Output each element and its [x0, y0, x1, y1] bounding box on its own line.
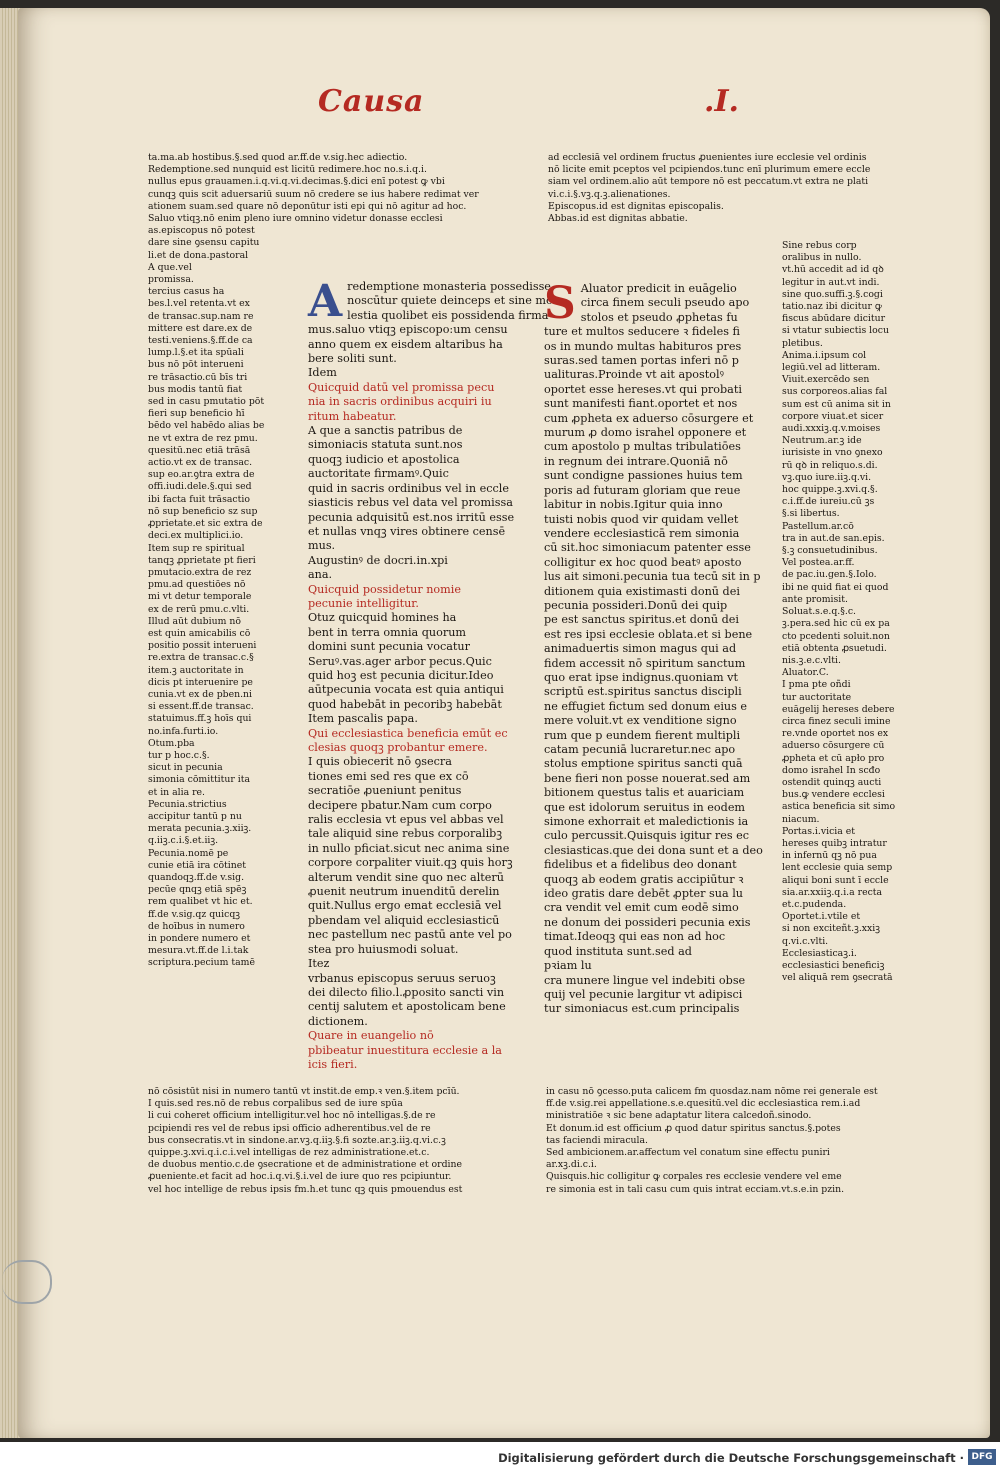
text-line: vendere ecclesiasticā rem simonia: [544, 526, 740, 540]
rubric-line: Quare in euangelio nō: [308, 1029, 434, 1043]
gloss-line: si essent.ff.de transac.: [148, 701, 254, 713]
text-line: quod instituta sunt.sed ad: [544, 944, 692, 958]
gloss-line: ne vt extra de rez pmu.: [148, 432, 258, 444]
text-line: dictionem.: [308, 1014, 368, 1028]
gloss-line: nō sup beneficio sz sup: [148, 505, 258, 517]
gloss-line: hoc quippe.ꝫ.xvi.q.§.: [782, 484, 878, 496]
gloss-line: nō cōsistūt nisi in numero tantū vt instit.de emp.ꝛ ven.§.item pcīū.: [148, 1086, 460, 1097]
gloss-line: fieri sup beneficio hī: [148, 408, 245, 420]
text-line: I quis obiecerit nō ꝯsecra: [308, 755, 452, 769]
gloss-line: Anima.i.ipsum col: [782, 349, 867, 361]
gloss-line: ad ecclesiā vel ordinem fructus ꝓuenientes iure ecclesie vel ordinis: [548, 152, 867, 163]
text-line: simoniacis statuta sunt.nos: [308, 438, 463, 452]
text-line: bitionem questus talis et auariciam: [544, 786, 745, 800]
gloss-line: lump.l.§.et ita spūali: [148, 347, 244, 359]
text-line: nec pastellum nec pastū ante vel po: [308, 928, 512, 942]
gloss-line: corpore viuat.et sicer: [782, 410, 884, 422]
gloss-line: niacum.: [782, 813, 820, 825]
gloss-line: siam vel ordinem.alio aūt tempore nō est peccatum.vt extra ne plati: [548, 176, 869, 188]
gloss-line: de hoībus in numero: [148, 920, 245, 932]
gloss-line: domo israhel In scđo: [782, 764, 881, 776]
text-line: tale aliquid sine rebus corporalibꝫ: [308, 827, 503, 841]
rubric-line: pbibeatur inuestitura ecclesie a la: [308, 1043, 502, 1057]
text-line: ralis ecclesia vt epus vel abbas vel: [308, 813, 504, 827]
gloss-line: ex de rerū pmu.c.vlti.: [148, 603, 250, 615]
gloss-line: offi.iudi.dele.§.qui sed: [148, 481, 252, 493]
gloss-line: iurisiste in vno ꝯnexo: [782, 447, 883, 459]
text-line: in regnum dei intrare.Quoniā nō: [544, 454, 728, 468]
gloss-line: sus corporeos.alias fal: [782, 386, 888, 398]
text-line: simone exhorrait et maledictionis ia: [544, 815, 749, 829]
text-line: clesiasticas.que dei dona sunt et a deo: [544, 843, 763, 857]
text-line: quid hoꝫ est pecunia dicitur.Ideo: [308, 668, 494, 682]
rubric-4: [308, 1029, 524, 1072]
text-line: redemptione monasteria possedisse: [347, 280, 551, 293]
gloss-line: ostendit quinqꝫ aucti: [782, 776, 882, 788]
rubric-line: Qui ecclesiastica beneficia emūt ec: [308, 726, 508, 740]
gloss-line: astica beneficia sit simo: [782, 801, 896, 813]
text-line: lus ait simoni.pecunia tua tecū sit in p: [544, 570, 761, 584]
text-line: stea pro huiusmodi soluat.: [308, 942, 459, 956]
gloss-line: etiā obtenta ꝓsuetudi.: [782, 642, 887, 654]
gloss-line: Illud aūt dubium nō: [148, 615, 241, 627]
initial-letter-s: S: [544, 278, 576, 329]
text-line: lestia quolibet eis possidenda firma: [347, 308, 549, 322]
text-line: stolus emptione spiritus sancti quā: [544, 757, 743, 771]
left-text-para-4: [308, 755, 524, 1029]
gloss-line: de transac.sup.nam re: [148, 310, 254, 322]
gloss-line: ta.ma.ab hostibus.§.sed quod ar.ff.de v.sig.hec adiectio.: [148, 152, 408, 163]
text-line: ideo gratis dare debēt ꝓpter sua lu: [544, 887, 743, 901]
text-line: tur simoniacus est.cum principalis: [544, 1002, 740, 1016]
text-line: cra munere lingue vel indebiti obse: [544, 973, 746, 987]
gloss-line: euāgelij hereses debere: [782, 703, 895, 715]
gloss-line: quandoqꝫ.ff.de v.sig.: [148, 871, 245, 883]
text-line: quoqꝫ iudicio et apostolica: [308, 452, 460, 466]
gloss-line: de pac.iu.gen.§.Iolo.: [782, 569, 877, 581]
text-line: in nullo pficiat.sicut nec anima sine: [308, 841, 510, 855]
text-line: ture et multos seducere ꝛ fideles fi: [544, 325, 741, 339]
gloss-line: li.et de dona.pastoral: [148, 249, 249, 261]
rubric-line: ritum habeatur.: [308, 409, 397, 423]
text-line: Item pascalis papa.: [308, 712, 418, 726]
text-line: culo percussit.Quisquis igitur res ec: [544, 829, 750, 843]
gloss-line: ꝓprietate.et sic extra de: [148, 518, 263, 530]
gloss-line: promissa.: [148, 274, 194, 286]
gloss-line: in infernū qꝫ nō pua: [782, 850, 877, 862]
text-line: suras.sed tamen portas inferi nō p: [544, 354, 739, 368]
gloss-line: §.si libertus.: [782, 508, 840, 520]
text-line: siasticis rebus vel data vel promissa: [308, 496, 513, 510]
gloss-line: tas faciendi miracula.: [546, 1134, 648, 1146]
gloss-line: cunqꝫ quis scit aduersariū suum nō credere se ius habere redimat ver: [148, 188, 479, 200]
gloss-line: cto pcedenti soluit.non: [782, 630, 890, 642]
gloss-line: in casu nō ꝯcesso.puta calicem fm quosdaz.nam nōme rei generale est: [546, 1086, 878, 1097]
text-line: pꝛiam lu: [544, 959, 592, 973]
gloss-line: vi.c.i.§.vꝫ.q.ꝫ.alienationes.: [548, 188, 671, 200]
rubric-line: clesias quoqꝫ probantur emere.: [308, 741, 488, 754]
text-line: murum ꝓ domo israhel opponere et: [544, 426, 747, 440]
text-line: cū sit.hoc simoniacum patenter esse: [544, 541, 751, 555]
text-line: labitur in nobis.Igitur quia inno: [544, 498, 723, 512]
gloss-line: bus nō pōt interueni: [148, 359, 244, 371]
text-line: bere soliti sunt.: [308, 352, 397, 366]
bottom-left-gloss: [148, 1086, 544, 1212]
text-line: pe est sanctus spiritus.et donū dei: [544, 613, 739, 627]
gloss-line: dare sine ꝯsensu capitu: [148, 237, 260, 249]
gloss-line: Sine rebus corp: [782, 240, 857, 251]
text-line: fidem accessit nō spiritum sanctum: [544, 656, 746, 670]
footer-credit: Digitalisierung gefördert durch die Deutsche Forschungsgemeinschaft ·: [498, 1451, 964, 1465]
text-line: domini sunt pecunia vocatur: [308, 640, 470, 654]
rubric-line: nia in sacris ordinibus acquiri iu: [308, 395, 492, 409]
text-line: pbendam vel aliquid ecclesiasticū: [308, 913, 500, 927]
text-line: catam pecuniā lucraretur.nec apo: [544, 743, 736, 756]
gloss-line: et in alia re.: [148, 786, 205, 798]
text-line: corpore corpaliter viuit.qꝫ quis horꝫ: [308, 856, 513, 870]
text-line: pecunia adquisitū est.nos irritū esse: [308, 510, 515, 524]
gloss-line: sia.ar.xxiiꝫ.q.i.a recta: [782, 886, 883, 898]
gloss-line: positio possit interueni: [148, 640, 257, 652]
gloss-line: re simonia est in tali casu cum quis intrat ecciam.vt.s.e.in pzin.: [546, 1183, 845, 1195]
gloss-line: §.ꝫ consuetudinibus.: [782, 545, 878, 557]
gloss-line: Oportet.i.vtile et: [782, 911, 861, 923]
gloss-line: hereses quibꝫ intratur: [782, 837, 887, 849]
gloss-line: ibi facta fuit trāsactio: [148, 493, 250, 505]
gloss-line: Vel postea.ar.ff.: [782, 557, 855, 569]
rubric-line: pecunie intelligitur.: [308, 596, 419, 610]
gloss-line: A que.vel: [148, 261, 192, 273]
gloss-line: mesura.vt.ff.de l.i.tak: [148, 945, 249, 957]
text-line: Aluator predicit in euāgelio: [580, 282, 737, 295]
gloss-line: merata pecunia.ꝫ.xiiꝫ.: [148, 823, 252, 835]
gloss-line: c.i.ff.de iureiu.cū ꝫs: [782, 496, 875, 508]
gloss-line: vel hoc intellige de rebus ipsis fm.h.et tunc qꝫ quis pmouendus est: [148, 1183, 463, 1195]
text-line: ne donum dei possideri pecunia exis: [544, 915, 751, 929]
gloss-line: rem qualibet vt hic et.: [148, 896, 253, 908]
text-line: quid in sacris ordinibus vel in eccle: [308, 481, 509, 495]
gloss-line: pmutacio.extra de rez: [148, 566, 252, 578]
gloss-line: Abbas.id est dignitas abbatie.: [548, 213, 688, 225]
gloss-line: li cui coheret officium intelligitur.vel hoc nō intelligas.§.de re: [148, 1110, 436, 1122]
text-line: aūtpecunia vocata est quia antiqui: [308, 683, 504, 697]
rubric-3: [308, 727, 524, 756]
gloss-line: tra in aut.de san.epis.: [782, 532, 885, 544]
text-line: scriptū est.spiritus sanctus discipli: [544, 685, 742, 699]
gloss-line: tercius casus ha: [148, 286, 225, 298]
gloss-line: ar.xꝫ.di.c.i.: [546, 1159, 597, 1171]
text-line: que est idolorum seruitus in eodem: [544, 800, 746, 814]
gloss-line: statuimus.ff.ꝫ hoīs qui: [148, 713, 252, 725]
gloss-line: I pma pte oñdi: [782, 679, 851, 691]
gloss-line: re.extra de transac.c.§: [148, 652, 254, 664]
gloss-line: item.ꝫ auctoritate in: [148, 664, 244, 676]
gloss-line: Episcopus.id est dignitas episcopalis.: [548, 200, 724, 212]
gloss-line: bus.ꝙ vendere ecclesi: [782, 789, 885, 801]
gloss-line: vel aliquā rem ꝯsecratā: [782, 972, 893, 984]
gloss-line: sicut in pecunia: [148, 762, 223, 774]
gloss-line: nullus epus grauamen.i.q.vi.q.vi.decimas.§.dici enī potest ꝙ vbi: [148, 176, 445, 188]
rubric-line: Quicquid datū vel promissa pecu: [308, 380, 495, 394]
text-line: Otuz quicquid homines ha: [308, 611, 457, 625]
rubric-line: Quicquid possidetur nomie: [308, 582, 461, 596]
gloss-line: bus consecratis.vt in sindone.ar.vꝫ.q.iiꝫ.§.fi sozte.ar.ꝫ.iiꝫ.q.vi.c.ꝫ: [148, 1134, 446, 1146]
gloss-line: bes.l.vel retenta.vt ex: [148, 298, 250, 310]
text-line: Seruꝰ.vas.ager arbor pecus.Quic: [308, 654, 492, 668]
text-line: quo erat ipse indignus.quoniam vt: [544, 670, 738, 684]
text-line: colligitur ex hoc quod beatꝰ aposto: [544, 555, 742, 569]
dfg-logo: DFG: [968, 1449, 996, 1465]
gloss-line: re trāsactio.cū bīs tri: [148, 371, 248, 383]
text-line: centij salutem et apostolicam bene: [308, 1000, 506, 1014]
gloss-line: Neutrum.ar.ꝫ ide: [782, 435, 862, 447]
gloss-line: no.infa.furti.io.: [148, 725, 219, 737]
initial-letter-a: A: [308, 276, 343, 327]
gloss-line: audi.xxxiꝫ.q.v.moises: [782, 423, 881, 435]
gloss-line: vt.hū accedit ad id qꝺ: [782, 264, 884, 276]
text-line: animaduertis simon magus qui ad: [544, 642, 737, 656]
text-line: ne effugiet fictum sed donum eius e: [544, 699, 748, 713]
bottom-right-gloss: [546, 1086, 926, 1216]
gloss-line: pcipiendi res vel de rebus ipsi officio adherentibus.vel de re: [148, 1122, 431, 1134]
text-line: cra vendit vel emit cum eodē simo: [544, 901, 739, 915]
text-line: mere voluit.vt ex venditione signo: [544, 714, 737, 728]
text-line: noscūtur quiete deinceps et sine mo: [347, 294, 553, 308]
rubric-line: icis fieri.: [308, 1057, 358, 1071]
gloss-line: pletibus.: [782, 337, 823, 349]
left-text-para-1: [308, 276, 553, 381]
text-line: ualituras.Proinde vt ait apostolꝰ: [544, 368, 724, 382]
text-line: quoqꝫ ab eodem gratis accipiūtur ꝛ: [544, 872, 744, 886]
gloss-line: Viuit.exercēdo sen: [782, 374, 870, 386]
far-right-gloss-column: [782, 240, 922, 1080]
text-line: A que a sanctis patribus de: [308, 424, 463, 438]
gloss-line: fiscus abūdare dicitur: [782, 313, 886, 325]
text-line: et nullas vnqꝫ vires obtinere censē: [308, 524, 506, 538]
gloss-line: simonia cōmittitur ita: [148, 774, 251, 786]
gloss-line: rū qꝺ in reliquo.s.di.: [782, 459, 878, 471]
gloss-line: pmu.ad questiōes nō: [148, 579, 246, 591]
gloss-line: mittere est dare.ex de: [148, 322, 253, 334]
gloss-line: ibi ne quid fiat ei quod: [782, 581, 889, 593]
gloss-line: Pecunia.nomē pe: [148, 847, 229, 859]
text-line: mus.: [308, 539, 336, 553]
text-line: sunt manifesti fiant.oportet et nos: [544, 397, 738, 411]
page-clip: [2, 1260, 52, 1304]
gloss-line: ff.de v.sig.rei appellatione.s.e.quesitū.vel dic ecclesiastica rem.i.ad: [546, 1098, 861, 1110]
text-line: cum apostolo p multas tribulatiōes: [544, 440, 741, 454]
text-line: decipere pbatur.Nam cum corpo: [308, 798, 492, 812]
text-line: ditionem quia existimasti donū dei: [544, 584, 740, 598]
gloss-line: Otum.pba: [148, 737, 195, 749]
gloss-line: re.vnde oportet nos ex: [782, 728, 889, 740]
gloss-line: oralibus in nullo.: [782, 252, 862, 264]
gloss-line: bēdo vel habēdo alias be: [148, 420, 265, 432]
text-line: anno quem ex eisdem altaribus ha: [308, 337, 503, 351]
text-line: tuisti nobis quod vir quidam vellet: [544, 512, 739, 526]
text-line: pecunia possideri.Donū dei quip: [544, 598, 728, 612]
gloss-line: nō licite emit pceptos vel pcipiendos.tunc enī plurimum emere eccle: [548, 164, 871, 176]
text-line: stolos et pseudo ꝓphetas fu: [580, 310, 738, 324]
gloss-line: legiū.vel ad litteram.: [782, 362, 881, 374]
gloss-line: quippe.ꝫ.xvi.q.i.c.i.vel intelligas de rez administratione.et.c.: [148, 1147, 430, 1159]
gloss-line: in pondere numero et: [148, 933, 251, 944]
gloss-line: vꝫ.quo iure.iiꝫ.q.vi.: [782, 471, 872, 483]
gloss-line: cunia.vt ex de pben.ni: [148, 688, 253, 700]
left-main-text: [308, 276, 553, 1090]
gloss-line: si non exciteñt.ꝫ.xxiꝫ: [782, 923, 880, 935]
gloss-line: as.episcopus nō potest: [148, 225, 255, 237]
text-line: circa finem seculi pseudo apo: [580, 296, 750, 310]
text-line: ꝓuenit neutrum inuenditū derelin: [308, 885, 500, 899]
text-line: quit.Nullus ergo emat ecclesiā vel: [308, 899, 502, 913]
gloss-line: deci.ex multiplici.io.: [148, 530, 244, 542]
text-line: quij vel pecunie largitur vt adipisci: [544, 987, 743, 1001]
text-line: Itez: [308, 957, 330, 971]
gloss-line: Ecclesiasticaꝫ.i.: [782, 947, 857, 959]
gloss-line: si vtatur subiectis locu: [782, 325, 889, 337]
gloss-line: Item sup re spiritual: [148, 542, 245, 554]
gloss-line: legitur in aut.vt indi.: [782, 276, 880, 288]
gloss-line: cunie etiā ira cōtinet: [148, 859, 246, 871]
gloss-line: circa finez seculi imine: [782, 715, 891, 727]
gloss-line: sine quo.suffi.ꝫ.§.cogi: [782, 288, 883, 300]
gloss-line: Soluat.s.e.q.§.c.: [782, 606, 857, 618]
gloss-line: mi vt detur temporale: [148, 591, 252, 603]
text-line: fidelibus et a fidelibus deo donant: [544, 858, 737, 872]
gloss-line: tatio.naz ibi dicitur ꝙ: [782, 301, 882, 313]
gloss-line: tur p hoc.c.§.: [148, 749, 210, 761]
text-line: dei dilecto filio.l.ꝓposito sancti vin: [308, 985, 505, 999]
right-gloss-top: [548, 152, 920, 238]
text-line: secratiōe ꝓueniunt penitus: [308, 784, 462, 798]
gloss-line: aliqui boni sunt ī eccle: [782, 874, 889, 886]
text-line: bene fieri non posse nouerat.sed am: [544, 771, 751, 785]
gloss-line: et.c.pudenda.: [782, 898, 847, 910]
gloss-line: ante promisit.: [782, 593, 848, 605]
gloss-line: lent ecclesie quia semp: [782, 862, 893, 874]
text-line: oportet esse hereses.vt qui probati: [544, 382, 742, 396]
text-line: est res ipsi ecclesie oblata.et si bene: [544, 627, 753, 641]
gloss-line: Sed ambicionem.ar.affectum vel conatum sine effectu puniri: [546, 1147, 830, 1159]
gloss-line: testi.veniens.§.ff.de ca: [148, 335, 253, 347]
rubric-1: [308, 381, 524, 424]
text-line: vrbanus episcopus seruus seruoꝫ: [308, 971, 496, 985]
running-head-right: .I.: [704, 84, 739, 119]
gloss-line: dicis pt interuenire pe: [148, 676, 253, 688]
text-line: rum que p eundem fierent multipli: [544, 728, 741, 742]
rubric-2: [308, 583, 524, 612]
text-line: poris ad futuram gloriam que reue: [544, 483, 741, 497]
gloss-line: Aluator.C.: [782, 667, 829, 679]
gloss-line: nis.ꝫ.e.c.vlti.: [782, 654, 841, 666]
text-line: mus.saluo vtiqꝫ episcopo:um censu: [308, 323, 508, 337]
text-line: timat.Ideoqꝫ qui eas non ad hoc: [544, 930, 726, 944]
gloss-line: I quis.sed res.nō de rebus corpalibus sed de iure spūa: [148, 1098, 403, 1110]
right-main-text: [544, 278, 766, 1082]
text-line: cum ꝓpheta ex aduerso cōsurgere et: [544, 411, 754, 425]
gloss-line: Pastellum.ar.cō: [782, 520, 854, 532]
text-line: Idem: [308, 366, 337, 380]
text-line: ana.: [308, 568, 333, 582]
gloss-line: ꝫ.pera.sed hic cū ex pa: [782, 618, 890, 630]
text-line: bent in terra omnia quorum: [308, 625, 467, 639]
gloss-line: tanqꝫ ꝓprietate pt fieri: [148, 554, 256, 566]
gloss-line: quesitū.nec etiā trāsā: [148, 444, 251, 456]
gloss-line: q.vi.c.vlti.: [782, 935, 829, 947]
gloss-line: q.iiꝫ.c.i.§.et.iiꝫ.: [148, 835, 219, 847]
gloss-line: ꝓueniente.et facit ad hoc.i.q.vi.§.i.vel de iure quo res pcipiuntur.: [148, 1171, 452, 1183]
running-head-left: Causa: [318, 84, 425, 119]
gloss-line: ecclesiastici beneficiꝫ: [782, 959, 885, 971]
gloss-line: ationem suam.sed quare nō deponūtur isti epi qui nō agitur ad hoc.: [148, 200, 467, 212]
text-line: alterum vendit sine quo nec alterū: [308, 870, 504, 884]
left-text-para-3: [308, 611, 524, 726]
gloss-line: bus modis tantū fiat: [148, 383, 243, 395]
left-text-para-2: [308, 424, 524, 582]
gloss-line: sum est cū anima sit in: [782, 398, 891, 410]
gloss-line: Quisquis.hic colligitur ꝙ corpales res ecclesie vendere vel eme: [546, 1171, 842, 1183]
gloss-line: est quin amicabilis cō: [148, 627, 251, 639]
gloss-line: aduerso cōsurgere cū: [782, 740, 885, 752]
gloss-line: scriptura.pecium tamē: [148, 957, 256, 969]
text-line: os in mundo multas habituros pres: [544, 339, 742, 353]
text-line: auctoritate firmamꝰ.Quic: [308, 467, 449, 481]
text-line: sunt condigne passiones huius tem: [544, 469, 743, 483]
gloss-line: Pecunia.strictius: [148, 798, 227, 810]
text-line: quod habebāt in pecoribꝫ habebāt: [308, 697, 502, 711]
gloss-line: Saluo vtiqꝫ.nō enim pleno iure omnino videtur donasse ecclesi: [148, 213, 443, 225]
gloss-line: ꝓpheta et cū apło pro: [782, 752, 885, 764]
gloss-line: ff.de v.sig.qz quicqꝫ: [148, 908, 241, 920]
gloss-line: de duobus mentio.c.de ꝯsecratione et de administratione et ordine: [148, 1159, 462, 1171]
gloss-line: Portas.i.vicia et: [782, 825, 855, 837]
gloss-line: sup eo.ar.ꝯtra extra de: [148, 469, 255, 481]
text-line: tiones emi sed res que ex cō: [308, 769, 469, 783]
gloss-line: sed in casu pmutatio pōt: [148, 396, 265, 408]
gloss-line: Redemptione.sed nunquid est licitū redimere.hoc no.s.i.q.i.: [148, 164, 427, 176]
gloss-line: ministratiōe ꝛ sic bene adaptatur litera calcedoñ.sinodo.: [546, 1110, 812, 1122]
gloss-line: Et donum.id est officium ꝓ quod datur spiritus sanctus.§.potes: [546, 1122, 841, 1134]
text-line: Augustinꝰ de docri.in.xpi: [308, 553, 448, 567]
gloss-line: pecūe qnqꝫ etiā spēꝫ: [148, 884, 247, 896]
gloss-line: accipitur tantū p nu: [148, 810, 242, 822]
gloss-line: tur auctoritate: [782, 691, 852, 703]
gloss-line: actio.vt ex de transac.: [148, 457, 253, 469]
